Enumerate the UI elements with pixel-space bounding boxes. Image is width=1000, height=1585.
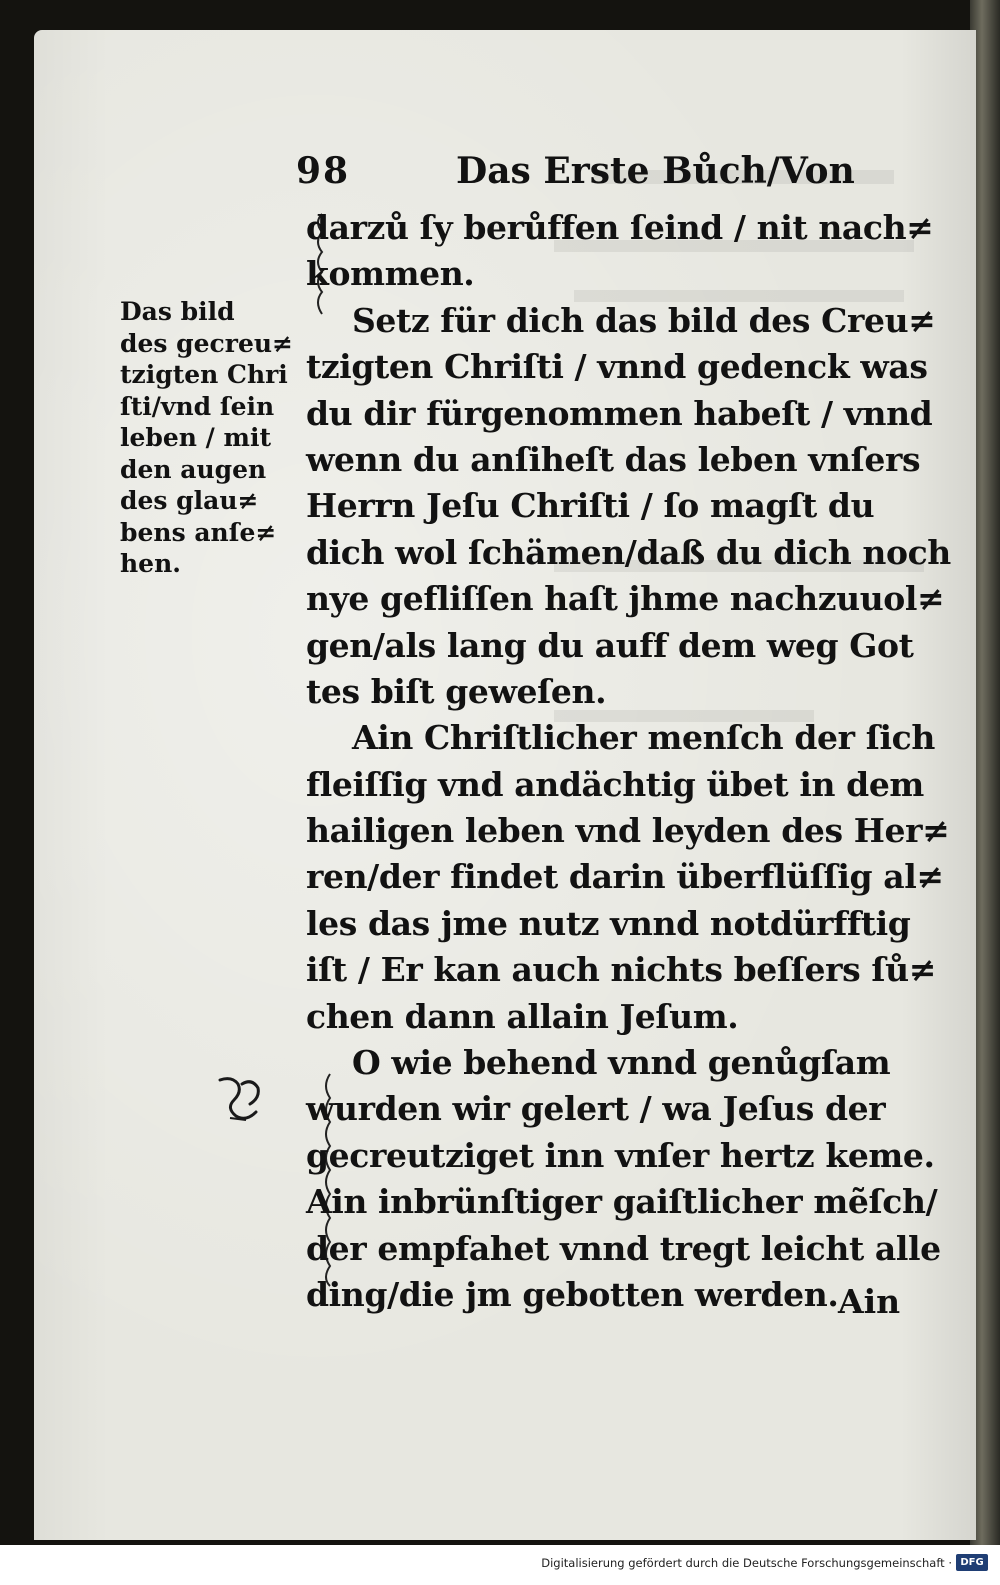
marginal-note-line: ſti/vnd ſein bbox=[120, 391, 275, 421]
catchword: Ain bbox=[838, 1282, 901, 1321]
text-line: ding/die jm gebotten werden. bbox=[306, 1274, 839, 1314]
text-line: iſt / Er kan auch nichts beſſers ſů≠ bbox=[306, 950, 936, 990]
marginal-note-line: leben / mit bbox=[120, 423, 272, 452]
marginal-note-line: des glau≠ bbox=[120, 486, 259, 515]
text-line: les das jme nutz vnnd notdürfftig bbox=[306, 903, 911, 943]
text-line: Setz für dich das bild des Creu≠ bbox=[352, 300, 936, 340]
digitization-footer bbox=[0, 1545, 1000, 1585]
main-text-block bbox=[306, 205, 951, 1318]
text-line: gen/als lang du auff dem weg Got bbox=[306, 625, 914, 665]
running-header bbox=[296, 150, 856, 200]
text-line: fleiſſig vnd andächtig übet in dem bbox=[306, 764, 924, 804]
text-line: nye gefliſſen haſt jhme nachzuuol≠ bbox=[306, 579, 945, 619]
text-line: ren/der findet darin überflüſſig al≠ bbox=[306, 857, 944, 897]
marginal-note-line: tzigten Chri bbox=[120, 360, 288, 389]
running-title: Das Erste Bůch/Von bbox=[456, 150, 855, 192]
text-line: wurden wir gelert / wa Jeſus der bbox=[306, 1089, 886, 1129]
text-line: wenn du anſiheſt das leben vnſers bbox=[306, 439, 921, 479]
text-line: du dir fürgenommen habeſt / vnnd bbox=[306, 393, 933, 433]
text-line: tzigten Chriſti / vnnd gedenck was bbox=[306, 347, 928, 387]
text-line: O wie behend vnnd genůgſam bbox=[352, 1043, 891, 1083]
marginal-note-line: den augen bbox=[120, 454, 267, 484]
text-line: Herrn Jeſu Chriſti / ſo magſt du bbox=[306, 486, 875, 526]
text-line: chen dann allain Jeſum. bbox=[306, 996, 739, 1036]
text-line: Ain inbrünſtiger gaiſtlicher mẽſch/ bbox=[306, 1182, 938, 1222]
marginal-note-line: Das bild bbox=[120, 297, 235, 326]
dfg-logo: DFG bbox=[956, 1554, 988, 1571]
text-line: der empfahet vnnd tregt leicht alle bbox=[306, 1228, 941, 1268]
text-line: dich wol ſchämen/daß du dich noch bbox=[306, 532, 951, 572]
text-line: hailigen leben vnd leyden des Her≠ bbox=[306, 811, 950, 851]
marginal-note bbox=[120, 296, 293, 580]
marginal-note-line: des gecreu≠ bbox=[120, 328, 293, 358]
hand-drawn-flourish-icon bbox=[212, 1070, 272, 1130]
marginal-note-line: hen. bbox=[120, 549, 181, 578]
text-line: gecreutziget inn vnſer hertz keme. bbox=[306, 1135, 935, 1175]
funding-credit: Digitalisierung gefördert durch die Deutsche Forschungsgemeinschaft · bbox=[541, 1556, 952, 1570]
text-line: kommen. bbox=[306, 254, 475, 294]
text-line: Ain Chriſtlicher menſch der ſich bbox=[352, 718, 935, 758]
text-line: tes biſt geweſen. bbox=[306, 671, 607, 711]
text-line: darzů ſy berůffen ſeind / nit nach≠ bbox=[306, 208, 934, 247]
page-number: 98 bbox=[296, 150, 351, 192]
marginal-note-line: bens anſe≠ bbox=[120, 517, 277, 547]
